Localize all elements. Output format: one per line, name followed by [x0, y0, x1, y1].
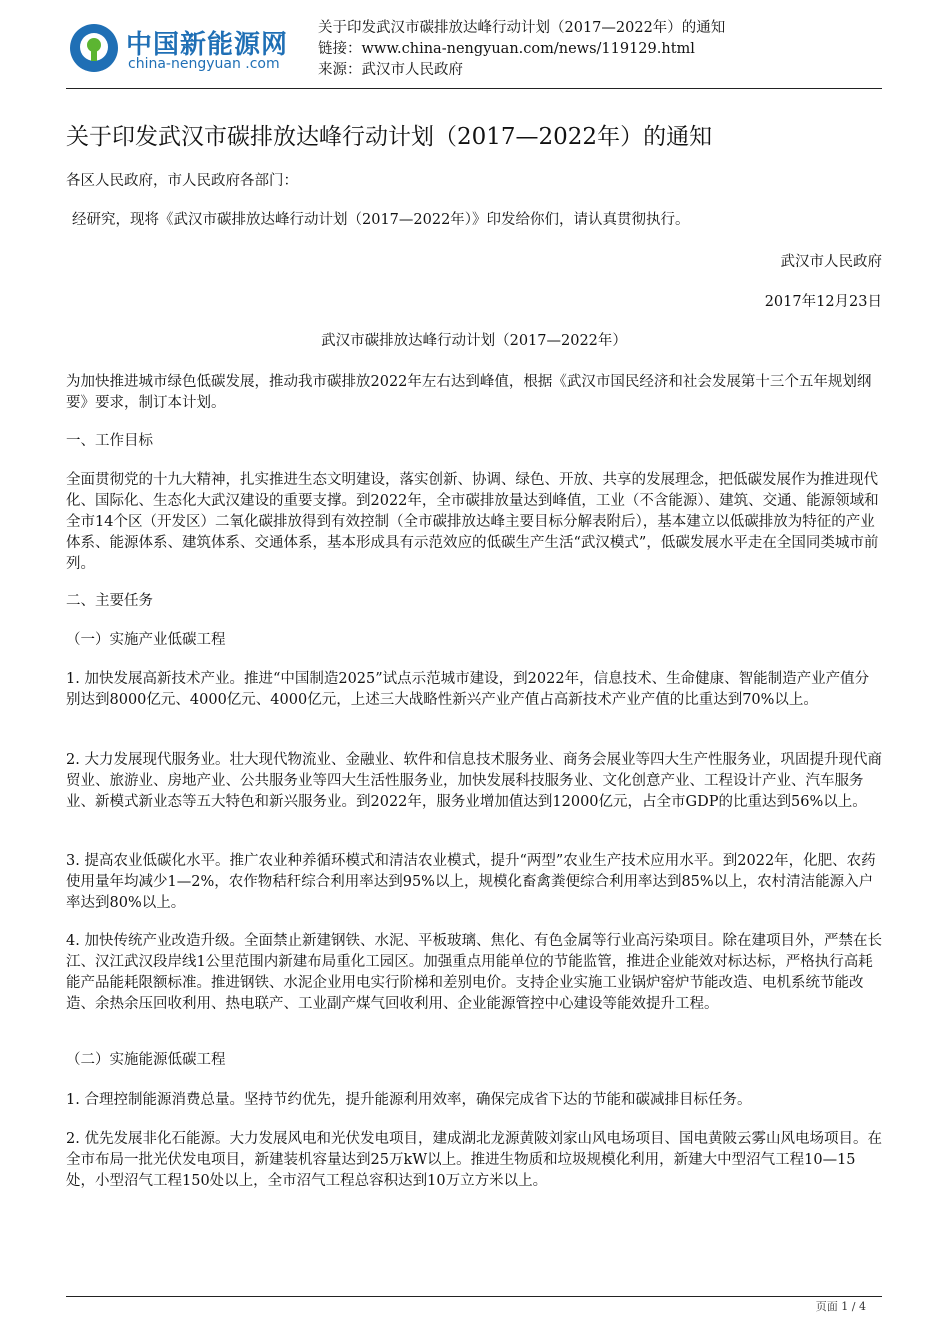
header-meta [318, 18, 725, 81]
site-logo[interactable] [66, 16, 306, 78]
meta-link[interactable]: 链接：www.china-nengyuan.com/news/119129.html [318, 41, 695, 57]
paragraph-preface: 为加快推进城市绿色低碳发展，推动我市碳排放2022年左右达到峰值，根据《武汉市国民经济和社会发展第十三个五年规划纲要》要求，制订本计划。 [66, 374, 872, 411]
list-item-nonfossil: 2. 优先发展非化石能源。大力发展风电和光伏发电项目，建成湖北龙源黄陂刘家山风电场项目、国电黄陂云雾山风电场项目。在全市布局一批光伏发电项目，新建装机容量达到25万kW以上。推进生物质和垃圾规模化利用，新建大中型沼气工程10—15处，小型沼气工程150处以上，全市沼气工程总容积达到10万立方米以上。 [66, 1131, 882, 1189]
meta-source: 来源：武汉市人民政府 [318, 62, 463, 78]
page-title: 关于印发武汉市碳排放达峰行动计划（2017—2022年）的通知 [66, 124, 713, 150]
heading-goals: 一、工作目标 [66, 433, 153, 449]
list-item-agriculture: 3. 提高农业低碳化水平。推广农业种养循环模式和清洁农业模式，提升“两型”农业生产技术应用水平。到2022年，化肥、农药使用量年均减少1—2%，农作物秸秆综合利用率达到95%以上，规模化畜禽粪便综合利用率达到85%以上，农村清洁能源入户率达到80%以上。 [66, 853, 876, 911]
greeting: 各区人民政府，市人民政府各部门： [66, 173, 298, 189]
logo-subtitle: china-nengyuan .com [128, 56, 280, 72]
list-item-services: 2. 大力发展现代服务业。壮大现代物流业、金融业、软件和信息技术服务业、商务会展业等四大生产性服务业，巩固提升现代商贸业、旅游业、房地产业、公共服务业等四大生活性服务业，加快发展科技服务业、文化创意产业、工程设计产业、汽车服务业、新模式新业态等五大特色和新兴服务业。到2022年，服务业增加值达到12000亿元，占全市GDP的比重达到56%以上。 [66, 752, 882, 810]
lightbulb-leaf-icon [70, 24, 118, 72]
footer-divider [66, 1296, 882, 1297]
plan-title: 武汉市碳排放达峰行动计划（2017—2022年） [321, 333, 627, 349]
header-divider [66, 88, 882, 89]
issue-date: 2017年12月23日 [764, 294, 882, 310]
list-item-energy-total: 1. 合理控制能源消费总量。坚持节约优先，提升能源利用效率，确保完成省下达的节能和碳减排目标任务。 [66, 1092, 752, 1108]
heading-tasks: 二、主要任务 [66, 593, 153, 609]
paragraph-goals: 全面贯彻党的十九大精神，扎实推进生态文明建设，落实创新、协调、绿色、开放、共享的发展理念，把低碳发展作为推进现代化、国际化、生态化大武汉建设的重要支撑。到2022年，全市碳排放量达到峰值，工业（不含能源）、建筑、交通、能源领域和全市14个区（开发区）二氧化碳排放得到有效控制（全市碳排放达峰主要目标分解表附后），基本建立以低碳排放为特征的产业体系、能源体系、建筑体系、交通体系，基本形成具有示范效应的低碳生产生活“武汉模式”，低碳发展水平走在全国同类城市前列。 [66, 472, 879, 572]
heading-energy: （二）实施能源低碳工程 [66, 1052, 226, 1068]
list-item-hightech: 1. 加快发展高新技术产业。推进“中国制造2025”试点示范城市建设，到2022年，信息技术、生命健康、智能制造产业产值分别达到8000亿元、4000亿元、4000亿元，上述三大战略性新兴产业产值占高新技术产业产值的比重达到70%以上。 [66, 671, 870, 708]
meta-title: 关于印发武汉市碳排放达峰行动计划（2017—2022年）的通知 [318, 20, 726, 36]
page-header [66, 16, 882, 88]
intro-paragraph: 经研究，现将《武汉市碳排放达峰行动计划（2017—2022年）》印发给你们，请认真贯彻执行。 [72, 212, 690, 228]
list-item-traditional: 4. 加快传统产业改造升级。全面禁止新建钢铁、水泥、平板玻璃、焦化、有色金属等行业高污染项目。除在建项目外，严禁在长江、汉江武汉段岸线1公里范围内新建布局重化工园区。加强重点用能单位的节能监管，推进企业能效对标达标，严格执行高耗能产品能耗限额标准。推进钢铁、水泥企业用电实行阶梯和差别电价。支持企业实施工业锅炉窑炉节能改造、电机系统节能改造、余热余压回收利用、热电联产、工业副产煤气回收利用、企业能源管控中心建设等能效提升工程。 [66, 933, 882, 1012]
signer: 武汉市人民政府 [780, 254, 882, 270]
heading-industry: （一）实施产业低碳工程 [66, 632, 226, 648]
logo-title: 中国新能源网 [126, 30, 289, 60]
page-number: 页面 1 / 4 [815, 1300, 866, 1313]
